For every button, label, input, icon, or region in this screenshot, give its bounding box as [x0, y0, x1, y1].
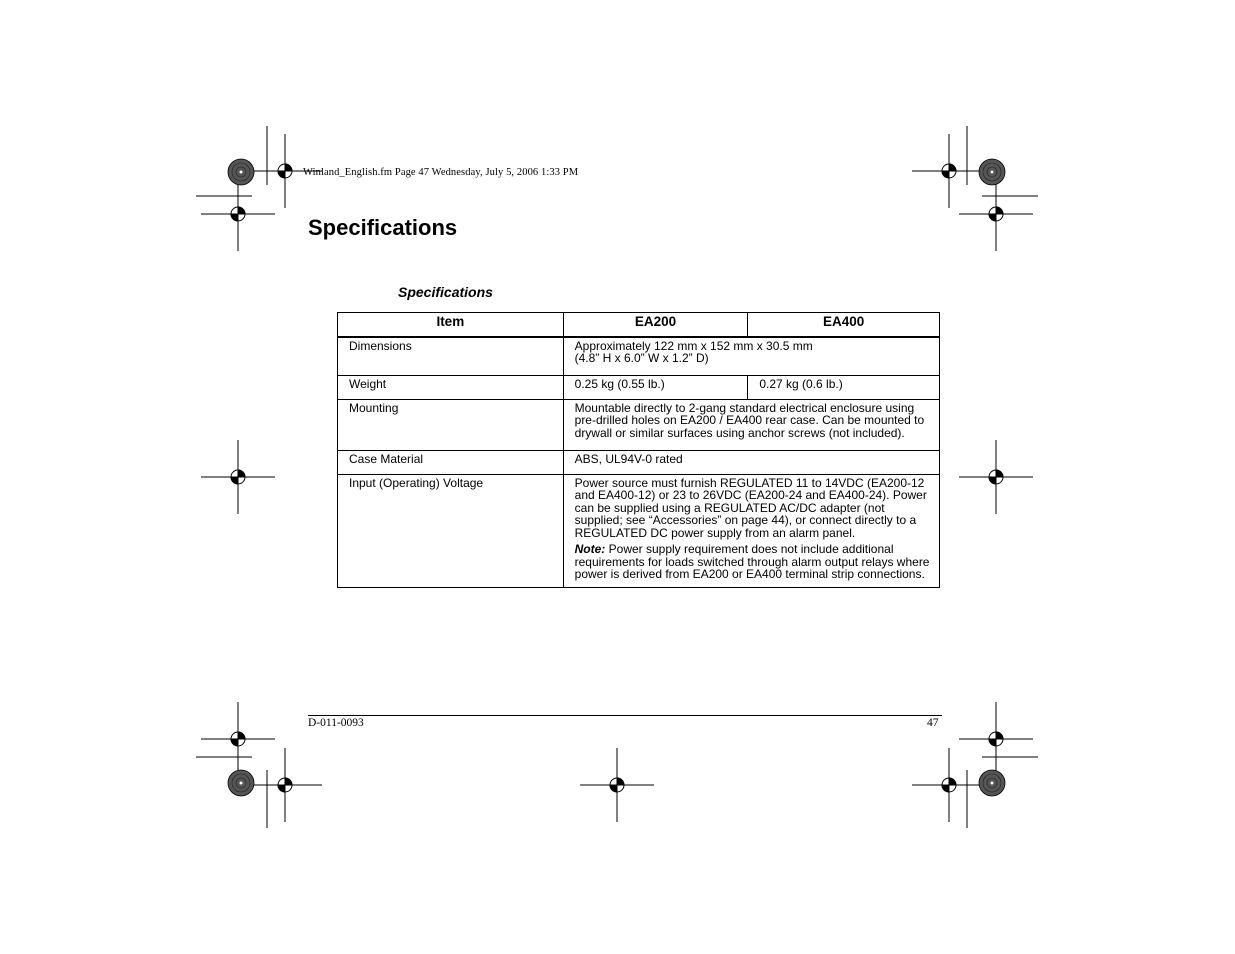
file-slug: Winland_English.fm Page 47 Wednesday, July 5, 2006 1:33 PM [303, 167, 579, 178]
table-row [338, 375, 940, 399]
row-label: Mounting [338, 399, 564, 450]
table-row [338, 337, 940, 376]
page-number: 47 [927, 717, 939, 729]
row-label: Weight [338, 375, 564, 399]
table-caption: Specifications [398, 284, 493, 300]
note-text: Power supply requirement does not include additional requirements for loads switched through alarm output relays where power is derived from EA200 or EA400 terminal strip connections. [574, 542, 930, 581]
footer-divider [308, 715, 942, 716]
page-title: Specifications [308, 215, 458, 240]
weight-ea200: 0.25 kg (0.55 lb.) [563, 375, 748, 399]
specifications-table [337, 312, 940, 588]
mounting-value: Mountable directly to 2-gang standard electrical enclosure using pre-drilled holes on EA200 / EA400 rear case. Can be mounted to drywall or similar surfaces using anchor screws (not included). [563, 399, 939, 450]
table-row [338, 450, 940, 474]
column-header-item: Item [338, 313, 564, 337]
row-label: Dimensions [338, 337, 564, 376]
case-material-value: ABS, UL94V-0 rated [563, 450, 939, 474]
note-label: Note: [574, 542, 606, 556]
dimensions-imperial: (4.8” H x 6.0” W x 1.2” D) [574, 351, 709, 365]
column-header-ea200: EA200 [563, 313, 748, 337]
dimensions-metric: Approximately 122 mm x 152 mm x 30.5 mm [574, 338, 813, 353]
column-header-ea400: EA400 [748, 313, 940, 337]
table-row [338, 474, 940, 587]
input-voltage-note [575, 543, 933, 581]
dimensions-value [563, 337, 939, 376]
input-voltage-value [563, 474, 939, 587]
table-row [338, 399, 940, 450]
document-number: D-011-0093 [308, 717, 364, 729]
weight-ea400: 0.27 kg (0.6 lb.) [748, 375, 940, 399]
table-header-row [338, 313, 940, 337]
row-label: Input (Operating) Voltage [338, 474, 564, 587]
input-voltage-text: Power source must furnish REGULATED 11 to 14VDC (EA200-12 and EA400-12) or 23 to 26VDC (EA200-24 and EA400-24). Power can be supplied using a REGULATED AC/DC adapter (not supplied; see “Accessories” on page 44), or connect directly to a REGULATED DC power supply from an alarm panel. [574, 475, 927, 540]
row-label: Case Material [338, 450, 564, 474]
